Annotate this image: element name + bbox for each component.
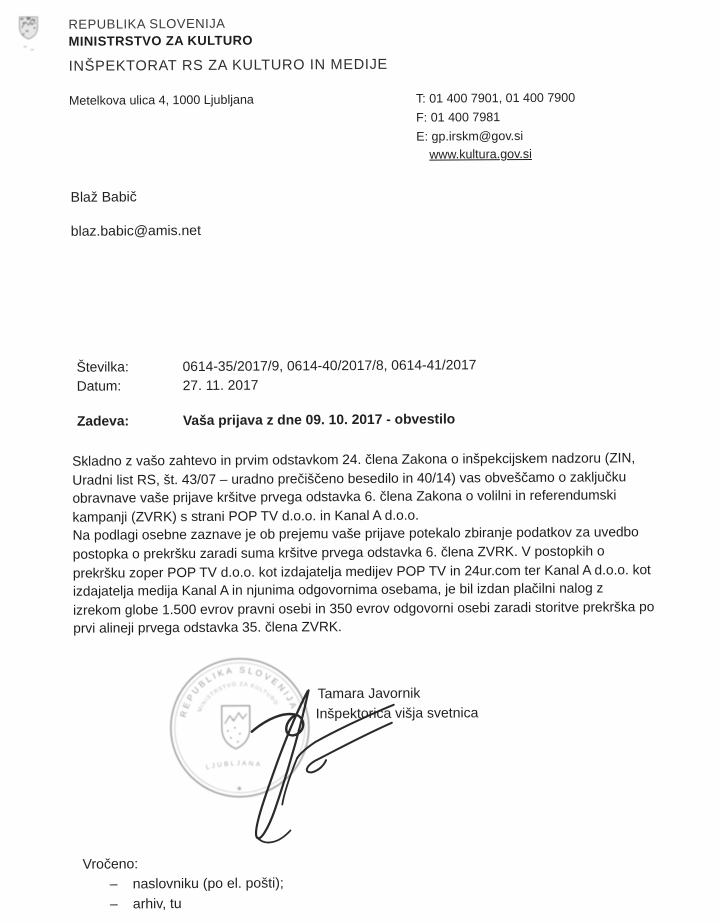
recipient-email: blaz.babic@amis.net: [70, 221, 201, 239]
body-line: prvi alineji prvega odstavka 35. člena ZVRK.: [73, 619, 342, 637]
dash-bullet: –: [109, 895, 118, 912]
stamp-inner-text: MINISTRSTVO ZA KULTURO: [196, 681, 280, 714]
body-line: kampanji (ZVRK) s strani POP TV d.o.o. in Kanal A d.o.o.: [72, 507, 419, 525]
delivery-item-text: arhiv, tu: [132, 895, 182, 912]
email-line: E: gp.irskm@gov.si: [416, 128, 524, 144]
body-line: postopka o prekršku zaradi suma kršitve prvega odstavka 6. člena ZVRK. V postopkih o: [72, 543, 605, 562]
delivery-footer: [83, 852, 284, 913]
delivered-label: Vročeno:: [82, 855, 139, 872]
phone-line: T: 01 400 7901, 01 400 7900: [415, 90, 576, 106]
svg-text:REPUBLIKA SLOVENIJA: [178, 664, 300, 718]
date-label: Datum:: [76, 378, 122, 394]
svg-text:MINISTRSTVO ZA KULTURO: [197, 681, 279, 713]
signatory-title: Inšpektorica višja svetnica: [315, 703, 479, 721]
slovenia-coat-of-arms-icon: [19, 17, 37, 51]
date-value: 27. 11. 2017: [182, 377, 259, 394]
body-line: Skladno z vašo zahtevo in prvim odstavkom 24. člena Zakona o inšpekcijskem nadzoru (ZIN,: [72, 450, 636, 469]
republic-name: REPUBLIKA SLOVENIJA: [68, 15, 226, 32]
delivery-item: [110, 872, 284, 893]
delivery-item-text: naslovniku (po el. pošti);: [132, 874, 284, 892]
inspectorate-name: INŠPEKTORAT RS ZA KULTURO IN MEDIJE: [68, 56, 388, 75]
date-row: [77, 374, 477, 395]
stamp-star-icon: ★: [236, 785, 243, 793]
body-line: obravnave vaše prijave kršitve prvega odstavka 6. člena Zakona o volilni in referendumski: [72, 487, 617, 506]
body-line: prekršku zoper POP TV d.o.o. kot izdajatelja medijev POP TV in 24ur.com ter Kanal A d.o.o. kot: [72, 561, 651, 581]
svg-text:LJUBLJANA: [205, 760, 262, 771]
recipient-name: Blaž Babič: [70, 188, 137, 205]
subject-row: [77, 409, 477, 430]
delivery-item: [110, 892, 284, 913]
stamp-bottom-text: LJUBLJANA: [205, 760, 263, 772]
signatory-name: Tamara Javornik: [317, 684, 421, 702]
document-meta: [77, 355, 477, 430]
letterhead: [68, 15, 387, 75]
body-line: izrekom globe 1.500 evrov pravni osebi in 350 evrov odgovorni osebi zaradi storitve prekrška po: [73, 598, 655, 618]
stamp-outer-text: REPUBLIKA SLOVENIJA: [177, 664, 300, 719]
reference-number-value: 0614-35/2017/9, 0614-40/2017/8, 0614-41/2017: [182, 357, 477, 375]
contact-block: [416, 89, 576, 165]
fax-line: F: 01 400 7981: [416, 109, 501, 125]
subject-label: Zadeva:: [76, 413, 130, 429]
official-stamp: [170, 658, 309, 797]
office-address: Metelkova ulica 4, 1000 Ljubljana: [68, 92, 254, 108]
body-line: Uradni list RS, št. 43/07 – uradno prečiščeno besedilo in 40/14) vas obveščamo o zaključku: [72, 468, 627, 488]
dash-bullet: –: [109, 875, 118, 892]
website-line: www.kultura.gov.si: [429, 147, 532, 162]
letter-body: [72, 449, 654, 638]
body-line: izdajatelja medija Kanal A in njunima odgovornima osebama, je bil izdan plačilni nalog z: [72, 580, 604, 599]
reference-number-row: [77, 355, 477, 376]
body-line: Na podlagi osebne zaznave je ob prejemu vaše prijave potekalo zbiranje podatkov za uvedbo: [72, 524, 639, 544]
reference-number-label: Številka:: [76, 359, 129, 375]
ministry-name: MINISTRSTVO ZA KULTURO: [68, 32, 253, 49]
subject-value: Vaša prijava z dne 09. 10. 2017 - obvestilo: [182, 411, 456, 429]
signatory-block: [316, 683, 479, 723]
